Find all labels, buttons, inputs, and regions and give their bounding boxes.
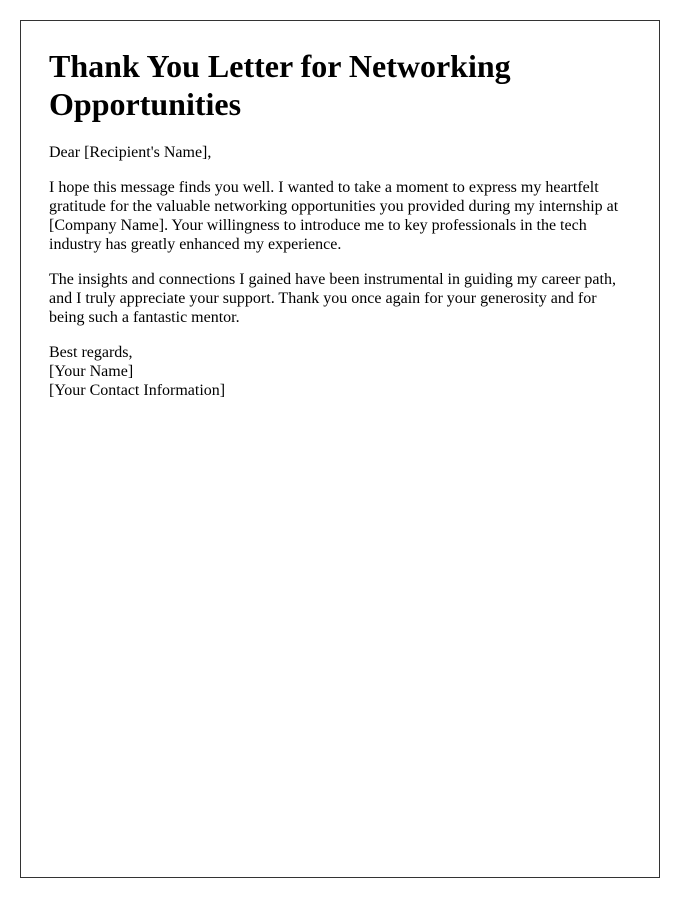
letter-paragraph-1: I hope this message finds you well. I wanted to take a moment to express my heartfelt gratitude for the valuable networking opportunities you provided during my internship at [Company Name]. Your willingness to introduce me to key professionals in the tech industry has greatly enhanced my experience. xyxy=(49,179,619,253)
letter-greeting: Dear [Recipient's Name], xyxy=(49,144,212,161)
letter-body xyxy=(49,143,631,400)
signature-contact: [Your Contact Information] xyxy=(49,382,226,399)
letter-title: Thank You Letter for Networking Opportunities xyxy=(49,48,511,122)
letter-closing-block xyxy=(49,343,631,400)
letter-paragraph-2: The insights and connections I gained have been instrumental in guiding my career path, and I truly appreciate your support. Thank you once again for your generosity and for being such a fantastic mentor. xyxy=(49,271,616,326)
letter-page xyxy=(20,20,660,878)
signature-name: [Your Name] xyxy=(49,363,134,380)
letter-closing: Best regards, xyxy=(49,344,133,361)
